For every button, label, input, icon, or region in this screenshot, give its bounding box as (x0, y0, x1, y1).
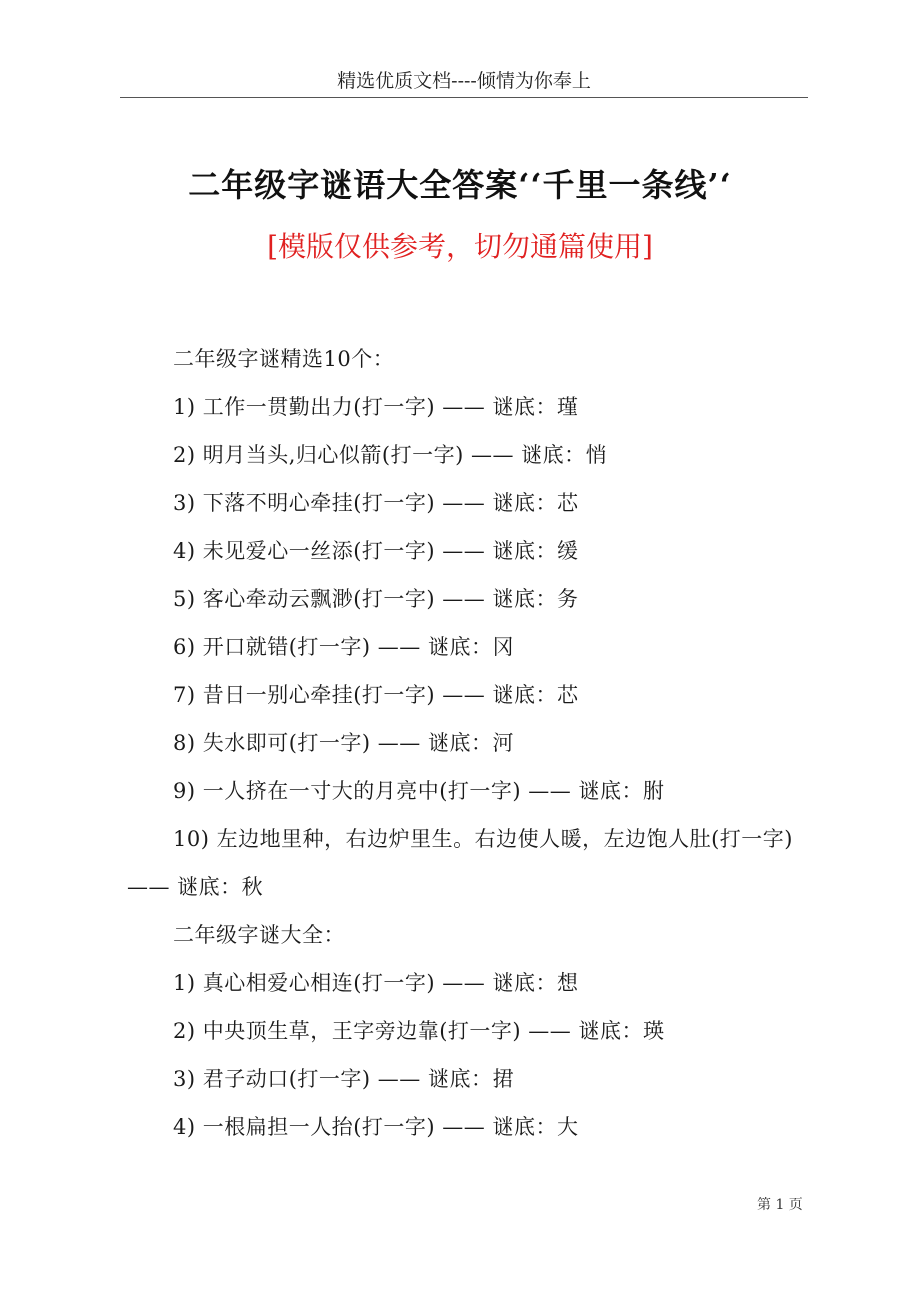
section-heading-selected: 二年级字谜精选10个： (173, 347, 395, 371)
riddle-line: 8) 失水即可(打一字) —— 谜底：河 (173, 731, 514, 755)
riddle-line-wrapped: 10) 左边地里种，右边炉里生。右边使人暖，左边饱人肚(打一字) —— 谜底：秋 (127, 827, 793, 899)
header-divider (120, 97, 808, 98)
page-number: 第 1 页 (757, 1197, 803, 1213)
riddle-line: 4) 一根扁担一人抬(打一字) —— 谜底：大 (173, 1115, 579, 1139)
document-title: 二年级字谜语大全答案‘‘千里一条线’‘ (188, 166, 732, 204)
riddle-line: 7) 昔日一别心牵挂(打一字) —— 谜底：芯 (173, 683, 579, 707)
riddle-line: 6) 开口就错(打一字) —— 谜底：冈 (173, 635, 514, 659)
riddle-line: 2) 中央顶生草，王字旁边靠(打一字) —— 谜底：瑛 (173, 1019, 665, 1043)
riddle-line: 3) 君子动口(打一字) —— 谜底：捃 (173, 1067, 514, 1091)
riddle-line: 3) 下落不明心牵挂(打一字) —— 谜底：芯 (173, 491, 579, 515)
riddle-line: 1) 工作一贯勤出力(打一字) —— 谜底：瑾 (173, 395, 579, 419)
riddle-line: 1) 真心相爱心相连(打一字) —— 谜底：想 (173, 971, 579, 995)
document-body (127, 335, 797, 1151)
riddle-line: 4) 未见爱心一丝添(打一字) —— 谜底：缓 (173, 539, 579, 563)
template-notice: [模版仅供参考，切勿通篇使用] (267, 230, 653, 263)
riddle-line: 9) 一人挤在一寸大的月亮中(打一字) —— 谜底：胕 (173, 779, 665, 803)
riddle-line: 5) 客心牵动云飘渺(打一字) —— 谜底：务 (173, 587, 579, 611)
riddle-line: 2) 明月当头,归心似箭(打一字) —— 谜底：悄 (173, 443, 608, 467)
page-header: 精选优质文档----倾情为你奉上 (337, 70, 591, 92)
section-heading-all: 二年级字谜大全： (173, 923, 345, 947)
